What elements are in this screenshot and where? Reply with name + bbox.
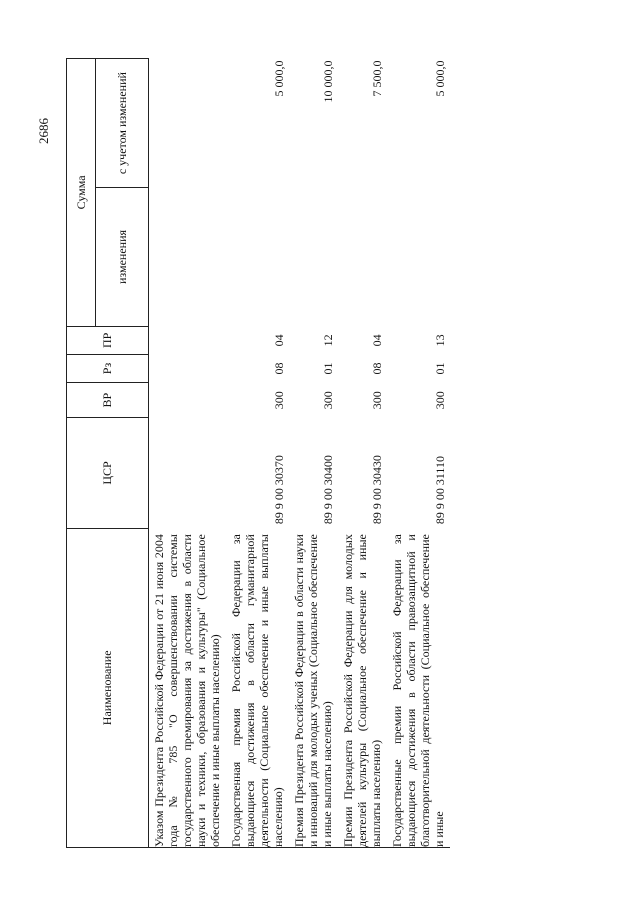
table-row (338, 59, 387, 848)
row-total: 5 000,0 (433, 60, 447, 97)
row-rz (149, 354, 227, 382)
budget-table (66, 58, 450, 848)
row-pr: 12 (321, 334, 335, 347)
row-name: Государственные премии Российской Федерации за выдающиеся достижения в области правозащитной и благотворительной деятельности (Социальное обеспечение и иные (387, 528, 450, 847)
row-change (387, 188, 450, 327)
row-pr: 04 (272, 334, 286, 347)
row-total: 7 500,0 (370, 60, 384, 97)
header-name: Наименование (67, 528, 149, 847)
row-change (338, 188, 387, 327)
row-rz: 08 (272, 362, 286, 375)
row-vr (149, 383, 227, 418)
row-pr: 13 (433, 334, 447, 347)
table-row (387, 59, 450, 848)
row-csr: 89 9 00 30400 (321, 455, 335, 525)
row-csr: 89 9 00 30370 (272, 455, 286, 525)
row-change (289, 188, 338, 327)
row-vr: 300 (370, 391, 384, 410)
row-total (149, 59, 227, 188)
row-name: Государственная премия Российской Федерации за выдающиеся достижения в области гуманитарной деятельности (Социальное обеспечение и иные выплаты населению) (226, 528, 289, 847)
table-row (289, 59, 338, 848)
row-total: 5 000,0 (272, 60, 286, 97)
row-name: Премия Президента Российской Федерации в области науки и инноваций для молодых ученых (Социальное обеспечение и иные выплаты населению) (289, 528, 338, 847)
table-body (149, 59, 451, 848)
row-rz: 01 (433, 362, 447, 375)
row-vr: 300 (321, 391, 335, 410)
row-csr (149, 418, 227, 528)
row-name: Указом Президента Российской Федерации от 21 июня 2004 года № 785 "О совершенствовании системы государственного премирования за достижения в области науки и техники, образования и культуры" (Социальное обеспечение и иные выплаты населению) (149, 528, 227, 847)
header-sum-change: изменения (96, 188, 149, 327)
row-pr (149, 326, 227, 354)
header-csr: ЦСР (67, 418, 149, 528)
table-header (67, 59, 149, 848)
row-vr: 300 (272, 391, 286, 410)
row-rz: 01 (321, 362, 335, 375)
row-total: 10 000,0 (321, 60, 335, 103)
page-number: 2686 (36, 118, 51, 144)
header-rz: Рз (67, 354, 149, 382)
row-change (149, 188, 227, 327)
header-pr: ПР (67, 326, 149, 354)
rotated-page (66, 58, 576, 848)
table-row (149, 59, 227, 848)
table-row (226, 59, 289, 848)
row-name: Премии Президента Российской Федерации для молодых деятелей культуры (Социальное обеспечение и иные выплаты населению) (338, 528, 387, 847)
row-csr: 89 9 00 31110 (433, 456, 447, 525)
row-change (226, 188, 289, 327)
row-vr: 300 (433, 391, 447, 410)
header-vr: ВР (67, 383, 149, 418)
header-sum: Сумма (67, 59, 96, 327)
header-sum-total: с учетом изменений (96, 59, 149, 188)
row-pr: 04 (370, 334, 384, 347)
row-rz: 08 (370, 362, 384, 375)
row-csr: 89 9 00 30430 (370, 455, 384, 525)
